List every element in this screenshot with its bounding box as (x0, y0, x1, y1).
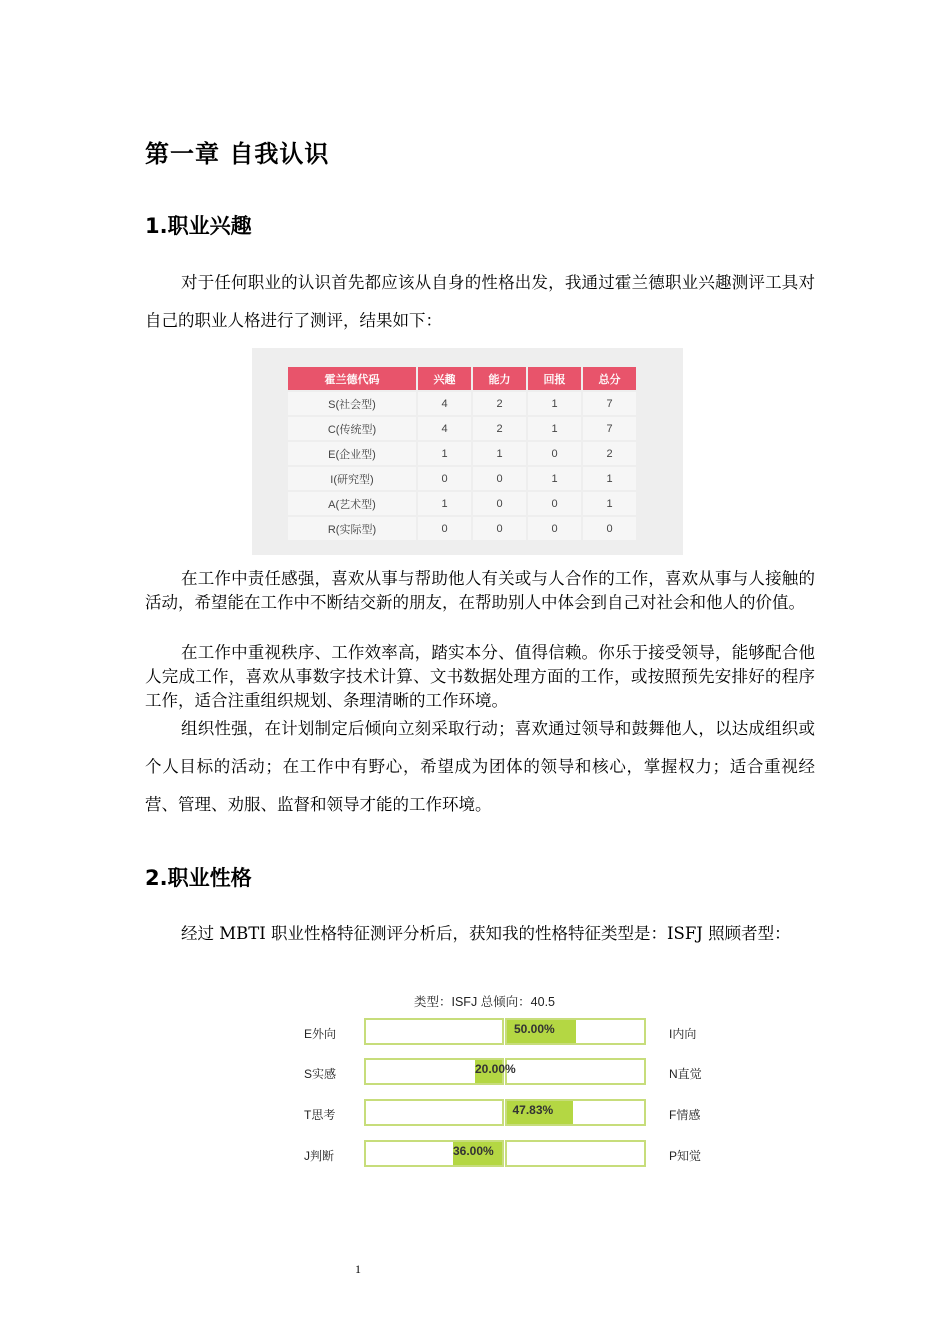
holland-table-image (252, 348, 683, 555)
table-header-cell: 总分 (583, 367, 636, 390)
table-header-cell: 兴趣 (418, 367, 471, 390)
table-cell: 1 (583, 492, 636, 515)
table-row (288, 467, 636, 490)
table-cell: E(企业型) (288, 442, 416, 465)
mbti-left-label: E外向 (304, 1027, 337, 1041)
table-header-cell: 能力 (473, 367, 526, 390)
table-header-cell: 霍兰德代码 (288, 367, 416, 390)
holland-code-table (286, 365, 638, 542)
table-cell: 7 (583, 417, 636, 440)
table-cell: 0 (528, 442, 581, 465)
table-cell: 1 (583, 467, 636, 490)
conventional-type-paragraph: 在工作中重视秩序、工作效率高，踏实本分、值得信赖。你乐于接受领导，能够配合他人完成工作，喜欢从事数字技术计算、文书数据处理方面的工作，或按照预先安排好的程序工作，适合注重组织规划、条理清晰的工作环境。 (145, 643, 815, 710)
mbti-right-label: F情感 (669, 1108, 701, 1122)
enterprising-type-paragraph: 组织性强，在计划制定后倾向立刻采取行动；喜欢通过领导和鼓舞他人，以达成组织或个人目标的活动；在工作中有野心，希望成为团体的领导和核心，掌握权力；适合重视经营、管理、劝服、监督和领导才能的工作环境。 (145, 719, 815, 814)
mbti-percent-label: 47.83% (512, 1103, 554, 1117)
section-title-career-personality: 2.职业性格 (145, 866, 252, 890)
table-row (288, 417, 636, 440)
mbti-left-label: J判断 (304, 1149, 335, 1163)
interest-intro-paragraph: 对于任何职业的认识首先都应该从自身的性格出发，我通过霍兰德职业兴趣测评工具对自己的职业人格进行了测评，结果如下： (145, 273, 815, 330)
mbti-percent-label: 20.00% (475, 1062, 516, 1076)
table-cell: 2 (473, 417, 526, 440)
table-cell: 4 (418, 417, 471, 440)
mbti-dimension-row (290, 1018, 740, 1045)
mbti-chart-title: 类型：ISFJ 总倾向：40.5 (414, 995, 555, 1009)
table-row (288, 492, 636, 515)
table-cell: 4 (418, 392, 471, 415)
table-cell: 1 (418, 442, 471, 465)
table-cell: C(传统型) (288, 417, 416, 440)
mbti-right-label: I内向 (669, 1027, 697, 1041)
table-cell: 1 (418, 492, 471, 515)
table-cell: A(艺术型) (288, 492, 416, 515)
table-cell: 0 (473, 492, 526, 515)
table-cell: 2 (583, 442, 636, 465)
mbti-dimension-row (290, 1058, 740, 1085)
table-cell: 2 (473, 392, 526, 415)
page-number: 1 (355, 1262, 361, 1276)
table-cell: 7 (583, 392, 636, 415)
table-cell: 0 (473, 467, 526, 490)
table-cell: 0 (528, 492, 581, 515)
mbti-left-bar (364, 1099, 504, 1126)
table-cell: 1 (528, 417, 581, 440)
mbti-percent-label: 50.00% (514, 1022, 555, 1036)
table-cell: 1 (528, 467, 581, 490)
mbti-dimension-row (290, 1140, 740, 1167)
mbti-right-label: N直觉 (669, 1067, 702, 1081)
mbti-percent-label: 36.00% (453, 1144, 494, 1158)
mbti-intro-paragraph: 经过 MBTI 职业性格特征测评分析后，获知我的性格特征类型是：ISFJ 照顾者型： (181, 924, 791, 943)
table-cell: 0 (473, 517, 526, 540)
mbti-right-label: P知觉 (669, 1149, 702, 1163)
table-row (288, 442, 636, 465)
mbti-left-bar (364, 1018, 504, 1045)
table-cell: S(社会型) (288, 392, 416, 415)
mbti-left-label: T思考 (304, 1108, 336, 1122)
section-title-career-interest: 1.职业兴趣 (145, 214, 252, 238)
table-row (288, 392, 636, 415)
table-cell: 1 (473, 442, 526, 465)
chapter-title: 第一章 自我认识 (145, 140, 330, 168)
mbti-result-chart (290, 988, 740, 1178)
table-row (288, 517, 636, 540)
table-cell: 0 (528, 517, 581, 540)
table-header-cell: 回报 (528, 367, 581, 390)
table-cell: R(实际型) (288, 517, 416, 540)
mbti-right-bar (505, 1058, 646, 1085)
mbti-left-label: S实感 (304, 1067, 337, 1081)
table-cell: I(研究型) (288, 467, 416, 490)
table-cell: 0 (418, 467, 471, 490)
table-cell: 0 (418, 517, 471, 540)
social-type-paragraph: 在工作中责任感强，喜欢从事与帮助他人有关或与人合作的工作，喜欢从事与人接触的活动，希望能在工作中不断结交新的朋友，在帮助别人中体会到自己对社会和他人的价值。 (145, 569, 815, 612)
mbti-dimension-row (290, 1099, 740, 1126)
mbti-right-bar (505, 1140, 646, 1167)
table-cell: 1 (528, 392, 581, 415)
table-header-row (288, 367, 636, 390)
table-cell: 0 (583, 517, 636, 540)
